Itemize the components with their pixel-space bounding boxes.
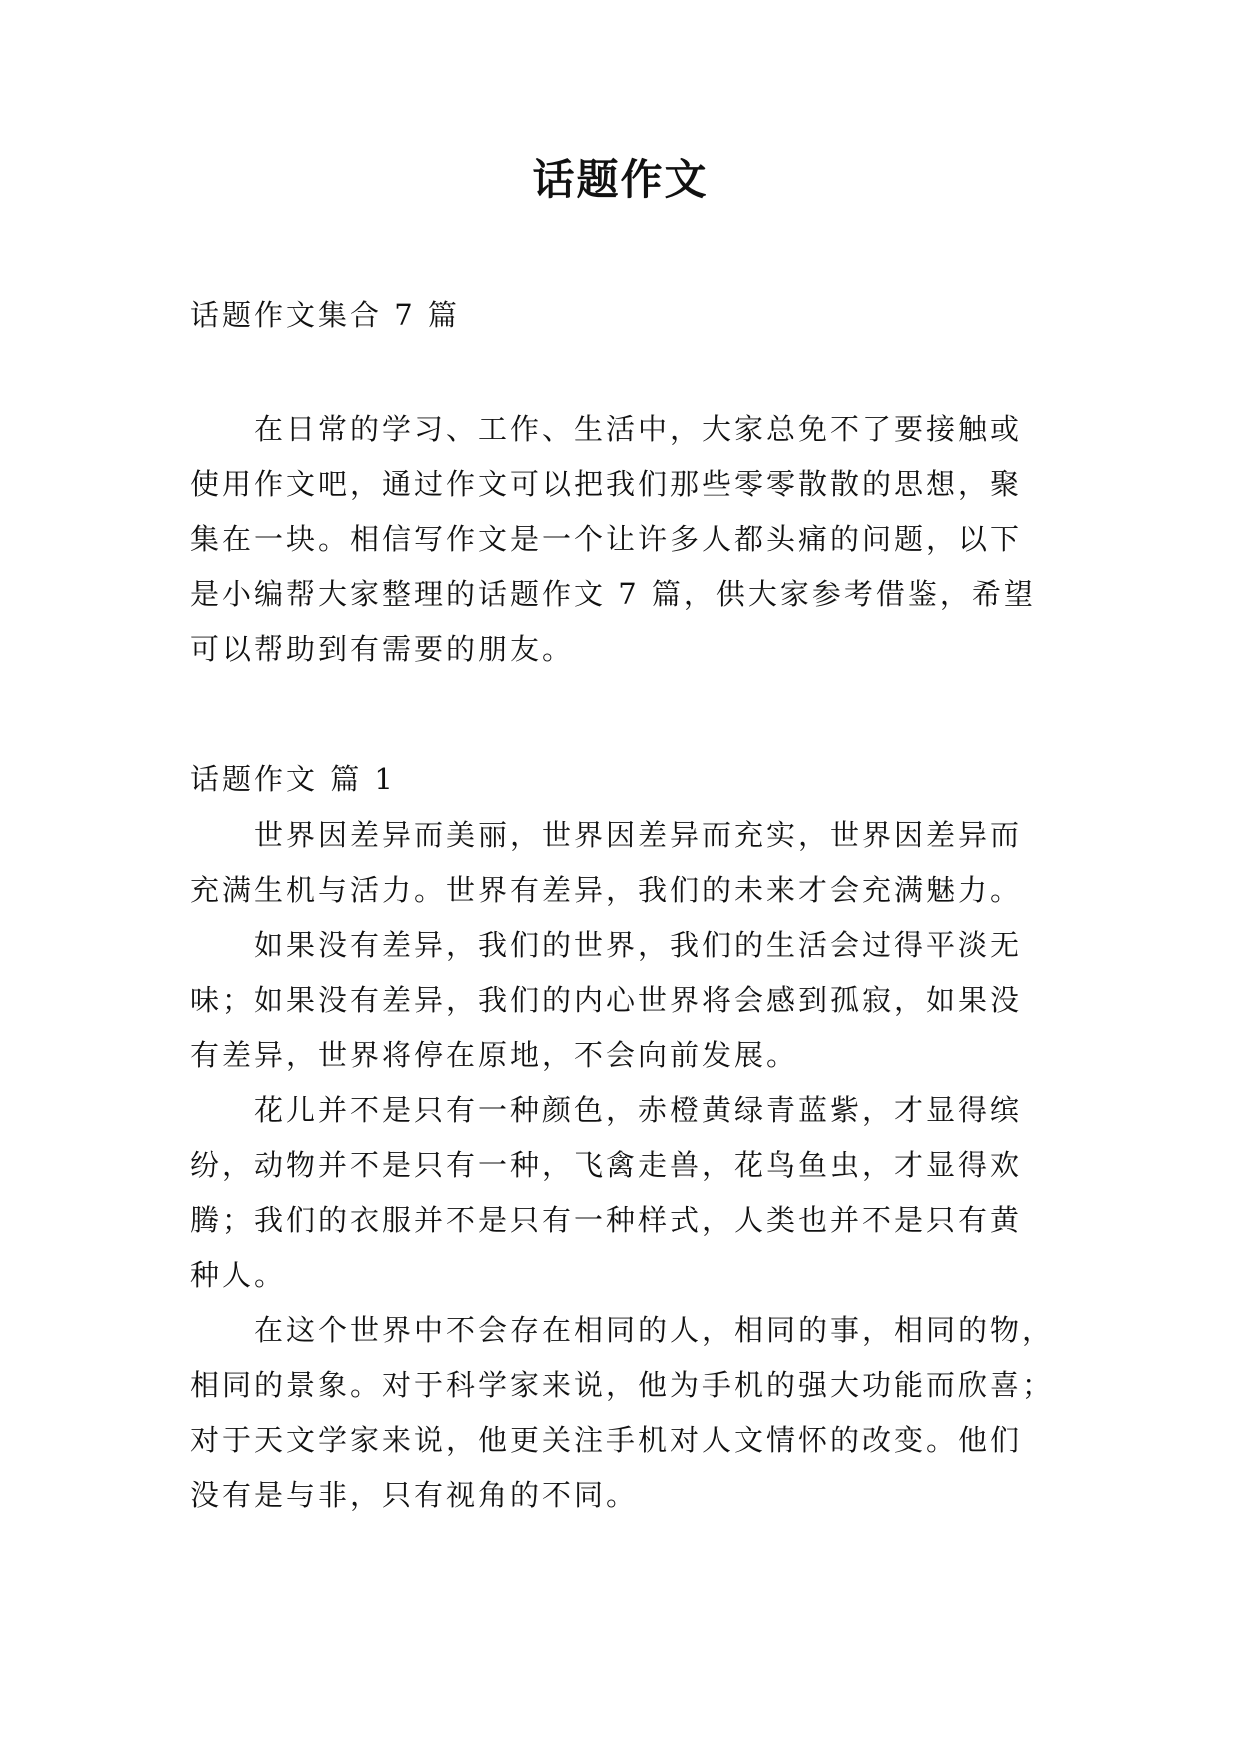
- intro-line: 在日常的学习、工作、生活中，大家总免不了要接触或: [254, 412, 1023, 446]
- section-heading: 话题作文 篇 1: [190, 762, 396, 796]
- intro-line: 可以帮助到有需要的朋友。: [190, 632, 575, 666]
- document-subtitle: 话题作文集合 7 篇: [190, 298, 460, 332]
- essay-paragraph: [190, 1083, 1050, 1303]
- paragraph-line: 充满生机与活力。世界有差异，我们的未来才会充满魅力。: [190, 873, 1023, 907]
- intro-line: 集在一块。相信写作文是一个让许多人都头痛的问题，以下: [190, 522, 1023, 556]
- intro-line: 使用作文吧，通过作文可以把我们那些零零散散的思想，聚: [190, 467, 1023, 501]
- essay-paragraph: [190, 808, 1050, 918]
- paragraph-line: 纷，动物并不是只有一种，飞禽走兽，花鸟鱼虫，才显得欢: [190, 1148, 1023, 1182]
- paragraph-line: 相同的景象。对于科学家来说，他为手机的强大功能而欣喜；: [190, 1368, 1055, 1402]
- essay-paragraph: [190, 918, 1050, 1083]
- essay-section-1: [190, 754, 1055, 1523]
- paragraph-line: 在这个世界中不会存在相同的人，相同的事，相同的物，: [254, 1313, 1055, 1347]
- paragraph-line: 种人。: [190, 1258, 287, 1292]
- paragraph-line: 没有是与非，只有视角的不同。: [190, 1478, 639, 1512]
- document-title: 话题作文: [532, 155, 709, 204]
- paragraph-line: 味；如果没有差异，我们的内心世界将会感到孤寂，如果没: [190, 983, 1023, 1017]
- paragraph-line: 有差异，世界将停在原地，不会向前发展。: [190, 1038, 799, 1072]
- paragraph-line: 世界因差异而美丽，世界因差异而充实，世界因差异而: [254, 818, 1023, 852]
- paragraph-line: 腾；我们的衣服并不是只有一种样式，人类也并不是只有黄: [190, 1203, 1023, 1237]
- paragraph-line: 花儿并不是只有一种颜色，赤橙黄绿青蓝紫，才显得缤: [254, 1093, 1023, 1127]
- essay-paragraph: [190, 1303, 1055, 1523]
- paragraph-line: 如果没有差异，我们的世界，我们的生活会过得平淡无: [254, 928, 1023, 962]
- intro-paragraph: [190, 402, 1050, 677]
- paragraph-line: 对于天文学家来说，他更关注手机对人文情怀的改变。他们: [190, 1423, 1023, 1457]
- intro-line: 是小编帮大家整理的话题作文 7 篇，供大家参考借鉴，希望: [190, 577, 1036, 611]
